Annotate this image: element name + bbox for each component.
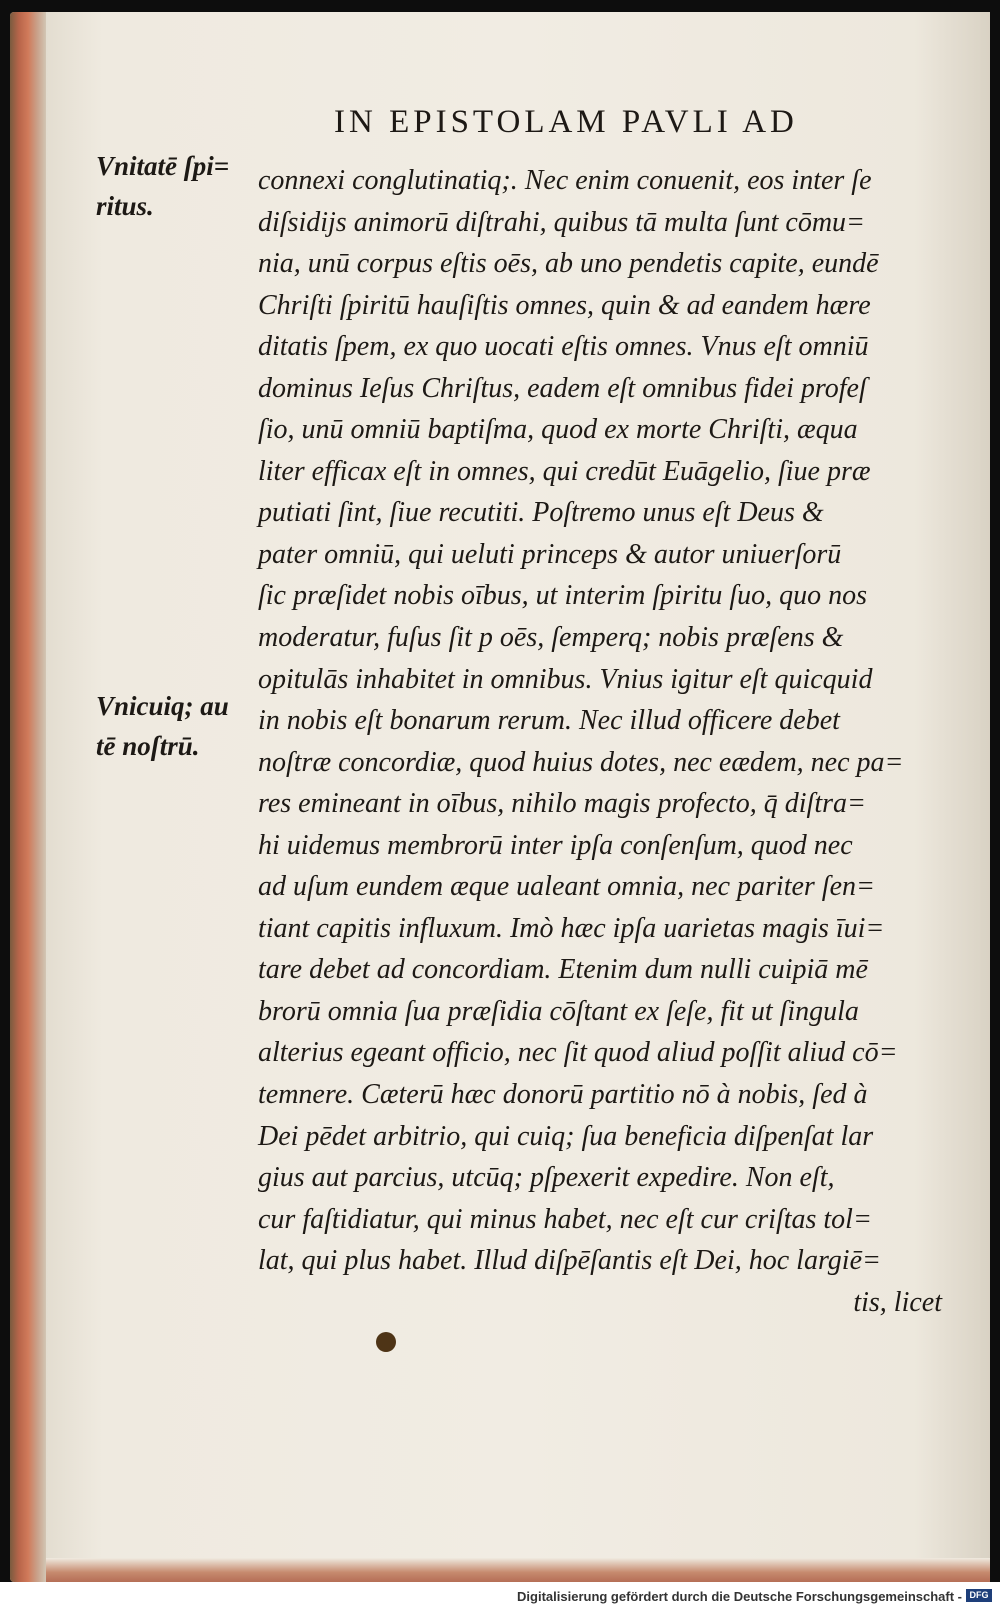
text-line: opitulās inhabitet in omnibus. Vnius igitur eſt quicquid [258,663,873,695]
text-line: nia, unū corpus eſtis oēs, ab uno pendetis capite, eundē [258,248,879,280]
text-line: ad uſum eundem æque ualeant omnia, nec pariter ſen= [258,871,875,903]
text-line: liter efficax eſt in omnes, qui credūt Euāgelio, ſiue præ [258,455,871,487]
dfg-logo: DFG [966,1589,992,1602]
text-line: tare debet ad concordiam. Etenim dum nulli cuipiā mē [258,954,868,986]
text-line: Dei pēdet arbitrio, qui cuiq; ſua beneficia diſpenſat lar [258,1120,874,1152]
text-line: diſsidijs animorū diſtrahi, quibus tā multa ſunt cōmu= [258,206,865,238]
text-line: hi uidemus membrorū inter ipſa conſenſum, quod nec [258,829,853,861]
text-line: ditatis ſpem, ex quo uocati eſtis omnes. Vnus eſt omniū [258,331,869,363]
text-line: in nobis eſt bonarum rerum. Nec illud officere debet [258,705,840,737]
side-note-line: Vnitatē ſpi= [96,151,230,181]
text-line: brorū omnia ſua præſidia cōſtant ex ſeſe, fit ut ſingula [258,995,859,1027]
catchword-line: tis, licet [853,1286,942,1318]
text-line: tiant capitis influxum. Imò hæc ipſa uarietas magis īui= [258,912,885,944]
text-line: moderatur, fuſus ſit p oēs, ſemperq; nobis præſens & [258,622,844,654]
page [46,12,990,1582]
text-line: gius aut parcius, utcūq; pſpexerit expedire. Non eſt, [258,1162,835,1194]
page-bottom-edge [46,1558,990,1582]
text-line: pater omniū, qui ueluti princeps & autor uniuerſorū [258,538,842,570]
text-line: alterius egeant officio, nec ſit quod aliud poſſit aliud cō= [258,1037,898,1069]
main-text [258,160,942,1323]
text-line: lat, qui plus habet. Illud diſpēſantis eſt Dei, hoc largiē= [258,1245,881,1277]
side-note-line: ritus. [96,191,154,221]
book [10,12,990,1582]
ink-blot [376,1332,396,1352]
footer-bar [0,1582,1000,1611]
funding-credit: Digitalisierung gefördert durch die Deutsche Forschungsgemeinschaft - [517,1589,962,1604]
text-line: dominus Ieſus Chriſtus, eadem eſt omnibus fidei profeſ [258,372,867,404]
text-line: Chriſti ſpiritū hauſiſtis omnes, quin & ad eandem hære [258,289,871,321]
running-head: IN EPISTOLAM PAVLI AD [334,104,798,140]
side-note-2 [96,686,229,766]
side-note-1 [96,146,229,226]
text-line: putiati ſint, ſiue recutiti. Poſtremo unus eſt Deus & [258,497,824,529]
side-note-line: Vnicuiq; au [96,691,229,721]
book-edge [10,12,46,1582]
text-line: cur faſtidiatur, qui minus habet, nec eſt cur criſtas tol= [258,1203,872,1235]
side-note-line: tē noſtrū. [96,731,200,761]
text-line: temnere. Cæterū hæc donorū partitio nō à nobis, ſed à [258,1079,868,1111]
text-line: ſic præſidet nobis oībus, ut interim ſpiritu ſuo, quo nos [258,580,868,612]
text-line: connexi conglutinatiq;. Nec enim conuenit, eos inter ſe [258,165,872,196]
text-line: noſtræ concordiæ, quod huius dotes, nec eædem, nec pa= [258,746,904,778]
text-line: ſio, unū omniū baptiſma, quod ex morte Chriſti, æqua [258,414,858,446]
text-line: res emineant in oībus, nihilo magis profecto, q̄ diſtra= [258,788,866,820]
